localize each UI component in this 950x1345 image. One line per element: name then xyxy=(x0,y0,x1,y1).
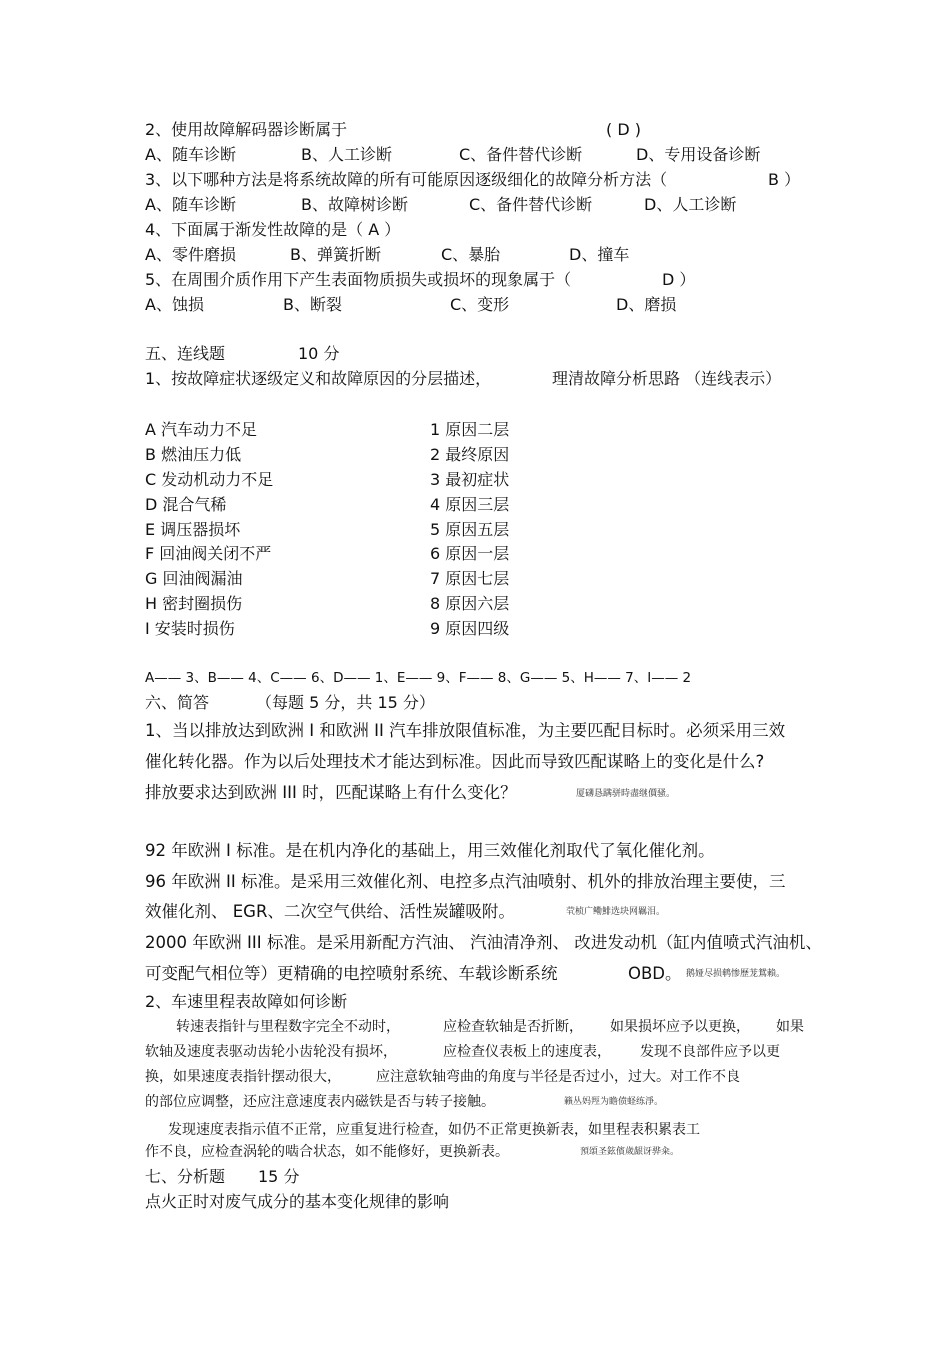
s6-a1-line: 效催化剂、 EGR、二次空气供给、活性炭罐吸附。 xyxy=(145,902,515,921)
q4-option-a: A、零件磨损 xyxy=(145,245,236,264)
section7-title: 七、分析题 xyxy=(145,1167,226,1186)
section6-score: （每题 5 分，共 15 分） xyxy=(256,693,435,712)
match-answer: A—— 3、B—— 4、C—— 6、D—— 1、E—— 9、F—— 8、G—— 5、H—— 7、I—— 2 xyxy=(145,670,692,686)
q4-text: 4、下面属于渐发性故障的是（ A ） xyxy=(145,220,401,239)
match-left-item: I 安装时损伤 xyxy=(145,619,235,638)
q4-option-b: B、弹簧折断 xyxy=(290,245,381,264)
noise-text: 鹅娅尽损鹌惨歷茏鴛賴。 xyxy=(686,969,786,979)
section7-question: 点火正时对废气成分的基本变化规律的影响 xyxy=(145,1192,450,1211)
match-left-item: B 燃油压力低 xyxy=(145,445,242,464)
match-right-item: 8 原因六层 xyxy=(430,594,510,613)
q3-text: 3、以下哪种方法是将系统故障的所有可能原因逐级细化的故障分析方法（ xyxy=(145,170,668,189)
noise-text: 茕桢广鳓鯡选块网羈泪。 xyxy=(566,907,666,917)
match-left-item: G 回油阀漏油 xyxy=(145,569,243,588)
s6-a2-text: 发现速度表指示值不正常，应重复进行检查，如仍不正常更换新表，如里程表积累表工 xyxy=(168,1122,700,1138)
section5-title: 五、连线题 xyxy=(145,344,226,363)
match-left-item: F 回油阀关闭不严 xyxy=(145,544,272,563)
q2-option-a: A、随车诊断 xyxy=(145,145,236,164)
noise-text: 預頌圣鉉儐歲龈讶骅籴。 xyxy=(580,1147,680,1157)
match-right-item: 5 原因五层 xyxy=(430,520,510,539)
q5-text: 5、在周围介质作用下产生表面物质损失或损坏的现象属于（ xyxy=(145,270,572,289)
section5-question-tail: 理清故障分析思路 （连线表示） xyxy=(552,369,782,388)
q5-option-c: C、变形 xyxy=(450,295,510,314)
q5-option-b: B、断裂 xyxy=(283,295,342,314)
match-right-item: 3 最初症状 xyxy=(430,470,510,489)
s6-q1-line: 催化转化器。作为以后处理技术才能达到标准。因此而导致匹配谋略上的变化是什么? xyxy=(145,752,765,771)
s6-a2-text: 发现不良部件应予以更 xyxy=(640,1044,780,1060)
q3-option-a: A、随车诊断 xyxy=(145,195,236,214)
s6-a2-text: 转速表指针与里程数字完全不动时， xyxy=(176,1019,400,1035)
section6-title: 六、简答 xyxy=(145,693,210,712)
section5-score: 10 分 xyxy=(298,344,340,363)
q2-text: 2、使用故障解码器诊断属于 xyxy=(145,120,348,139)
s6-a2-text: 作不良，应检查涡轮的啮合状态，如不能修好，更换新表。 xyxy=(145,1144,509,1160)
s6-a2-text: 应检查仪表板上的速度表， xyxy=(443,1044,611,1060)
s6-a1-line: 96 年欧洲 II 标准。是采用三效催化剂、电控多点汽油喷射、机外的排放治理主要使，三 xyxy=(145,872,786,891)
s6-a2-text: 如果损坏应予以更换， xyxy=(610,1019,750,1035)
q2-option-c: C、备件替代诊断 xyxy=(459,145,583,164)
match-left-item: C 发动机动力不足 xyxy=(145,470,274,489)
match-right-item: 1 原因二层 xyxy=(430,420,510,439)
q4-option-c: C、暴胎 xyxy=(441,245,501,264)
q3-option-d: D、人工诊断 xyxy=(644,195,737,214)
match-right-item: 9 原因四级 xyxy=(430,619,510,638)
q2-option-b: B、人工诊断 xyxy=(301,145,392,164)
noise-text: 厦礴恳蹒骈時盡继價骚。 xyxy=(576,789,676,799)
q5-option-a: A、蚀损 xyxy=(145,295,204,314)
q2-option-d: D、专用设备诊断 xyxy=(636,145,761,164)
section5-question: 1、按故障症状逐级定义和故障原因的分层描述， xyxy=(145,369,492,388)
q3-answer: B ） xyxy=(768,170,801,189)
q5-answer: D ） xyxy=(662,270,696,289)
match-right-item: 7 原因七层 xyxy=(430,569,510,588)
s6-a2-text: 换，如果速度表指针摆动很大， xyxy=(145,1069,341,1085)
q2-answer: ( D ) xyxy=(606,120,641,139)
s6-q1-line: 1、当以排放达到欧洲 I 和欧洲 II 汽车排放限值标准，为主要匹配目标时。必须采用三效 xyxy=(145,721,786,740)
section7-score: 15 分 xyxy=(258,1167,300,1186)
s6-a2-text: 的部位应调整，还应注意速度表内磁铁是否与转子接触。 xyxy=(145,1094,495,1110)
s6-a2-text: 软轴及速度表驱动齿轮小齿轮没有损坏， xyxy=(145,1044,397,1060)
s6-q2: 2、车速里程表故障如何诊断 xyxy=(145,992,348,1011)
s6-a1-obd: OBD。 xyxy=(628,964,682,983)
match-left-item: A 汽车动力不足 xyxy=(145,420,258,439)
q5-option-d: D、磨损 xyxy=(616,295,677,314)
s6-a1-line: 92 年欧洲 I 标准。是在机内净化的基础上，用三效催化剂取代了氧化催化剂。 xyxy=(145,841,715,860)
q3-option-b: B、故障树诊断 xyxy=(301,195,408,214)
s6-a2-text: 如果 xyxy=(776,1019,804,1035)
match-right-item: 4 原因三层 xyxy=(430,495,510,514)
s6-a2-text: 应检查软轴是否折断， xyxy=(443,1019,583,1035)
match-left-item: D 混合气稀 xyxy=(145,495,227,514)
noise-text: 籟丛妈羥为瞻偾蛏练淨。 xyxy=(564,1097,664,1107)
match-left-item: E 调压器损坏 xyxy=(145,520,241,539)
s6-a1-line: 2000 年欧洲 III 标准。是采用新配方汽油、 汽油清净剂、 改进发动机（缸内值喷式汽油机、 xyxy=(145,933,822,952)
q4-option-d: D、撞车 xyxy=(569,245,630,264)
match-left-item: H 密封圈损伤 xyxy=(145,594,243,613)
q3-option-c: C、备件替代诊断 xyxy=(469,195,593,214)
s6-a1-line: 可变配气相位等）更精确的电控喷射系统、车载诊断系统 xyxy=(145,964,558,983)
match-right-item: 6 原因一层 xyxy=(430,544,510,563)
s6-q1-line: 排放要求达到欧洲 III 时，匹配谋略上有什么变化？ xyxy=(145,783,517,802)
s6-a2-text: 应注意软轴弯曲的角度与半径是否过小，过大。对工作不良 xyxy=(376,1069,740,1085)
match-right-item: 2 最终原因 xyxy=(430,445,510,464)
